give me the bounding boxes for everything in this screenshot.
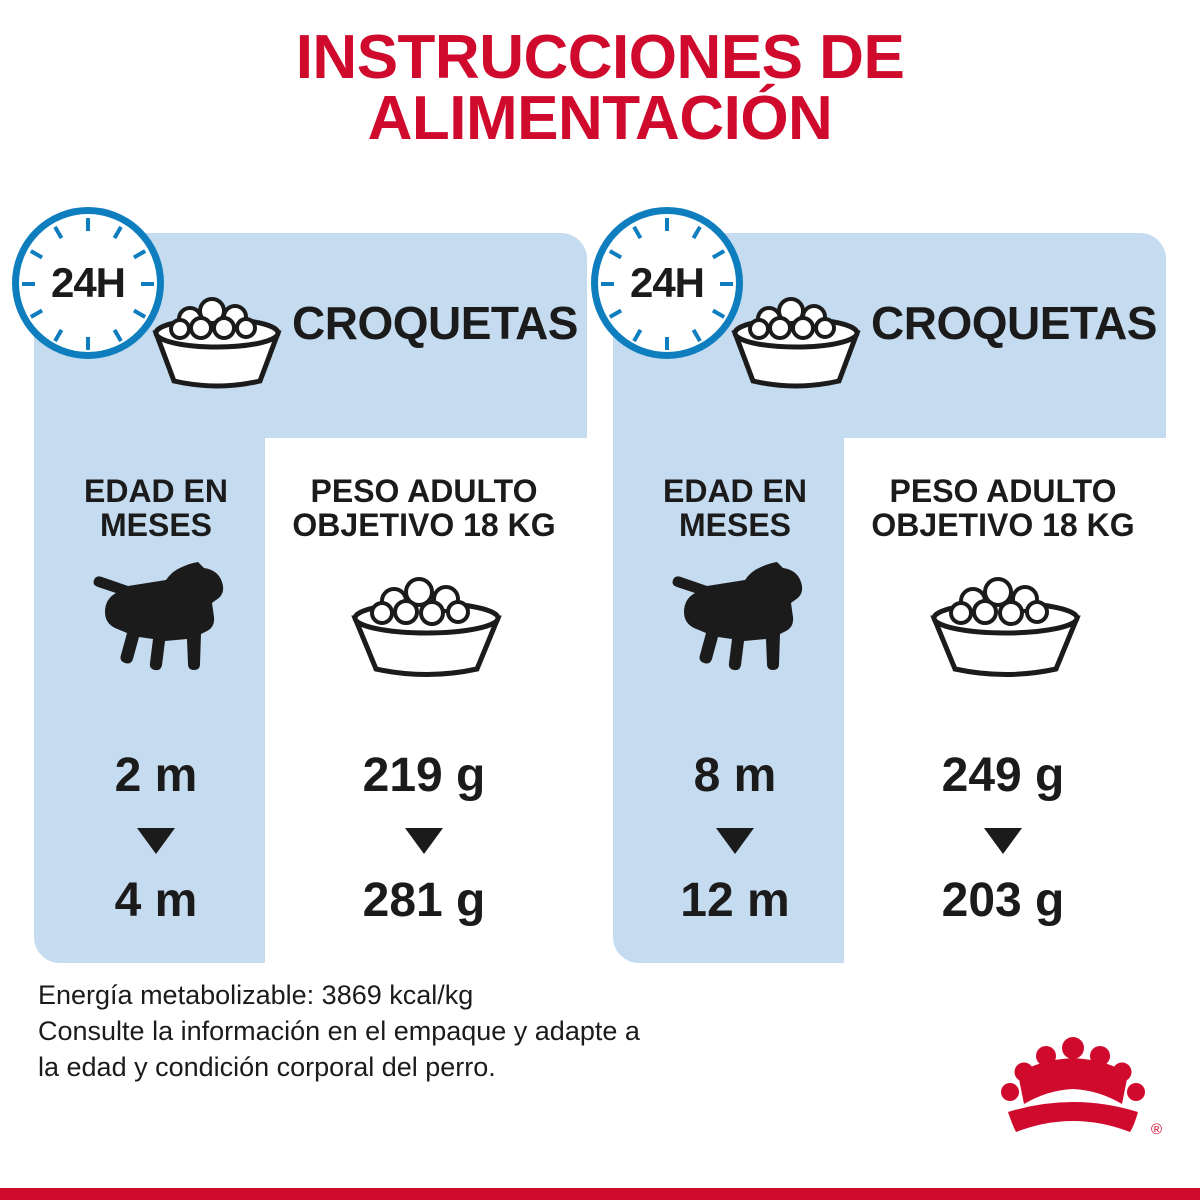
card-2-weight-header: PESO ADULTO OBJETIVO 18 KG — [871, 473, 1135, 543]
card-2-amount-arrow-icon — [984, 828, 1022, 854]
card-2-age-to: 12 m — [680, 874, 790, 927]
clock-24h-icon — [12, 207, 164, 359]
footnote — [38, 978, 858, 1086]
puppy-icon — [665, 558, 810, 673]
puppy-icon — [86, 558, 231, 673]
page-title-line2: ALIMENTACIÓN — [367, 83, 833, 153]
footnote-line-3: la edad y condición corporal del perro. — [38, 1051, 496, 1082]
card-1-age-header: EDAD EN MESES — [83, 473, 228, 543]
clock-label: 24H — [50, 259, 126, 306]
card-1-weight-header: PESO ADULTO OBJETIVO 18 KG — [292, 473, 556, 543]
card-2-age-header: EDAD EN MESES — [662, 473, 807, 543]
page-title-line1: INSTRUCCIONES DE — [295, 23, 905, 92]
card-2-amount-to: 203 g — [941, 874, 1065, 927]
footnote-line-1: Energía metabolizable: 3869 kcal/kg — [38, 980, 474, 1010]
page-title — [0, 23, 1200, 153]
feeding-card-1 — [34, 233, 587, 963]
card-1-age-to: 4 m — [114, 874, 198, 927]
card-2-header — [613, 233, 1166, 438]
crown-icon — [998, 1034, 1148, 1142]
card-1-age-from: 2 m — [114, 749, 198, 802]
royal-canin-logo — [998, 1034, 1162, 1142]
kibble-bowl-icon — [721, 281, 871, 389]
kibble-bowl-icon — [142, 281, 292, 389]
card-1-age-arrow-icon — [137, 828, 175, 854]
clock-label: 24H — [629, 259, 705, 306]
card-2-age-from: 8 m — [693, 749, 777, 802]
kibble-label: CROQUETAS — [871, 297, 1157, 349]
food-bowl-icon — [339, 563, 514, 678]
bottom-accent-bar — [0, 1188, 1200, 1200]
feeding-card-2 — [613, 233, 1166, 963]
card-1-amount-from: 219 g — [362, 749, 486, 802]
clock-24h-icon — [591, 207, 743, 359]
footnote-line-2: Consulte la información en el empaque y adapte a — [38, 1015, 640, 1046]
kibble-label: CROQUETAS — [292, 297, 578, 349]
food-bowl-icon — [918, 563, 1093, 678]
card-1-header — [34, 233, 587, 438]
feeding-cards — [34, 233, 1166, 963]
card-2-amount-from: 249 g — [941, 749, 1065, 802]
card-2-age-arrow-icon — [716, 828, 754, 854]
card-1-amount-to: 281 g — [362, 874, 486, 927]
card-1-amount-arrow-icon — [405, 828, 443, 854]
registered-mark: ® — [1150, 1121, 1162, 1138]
